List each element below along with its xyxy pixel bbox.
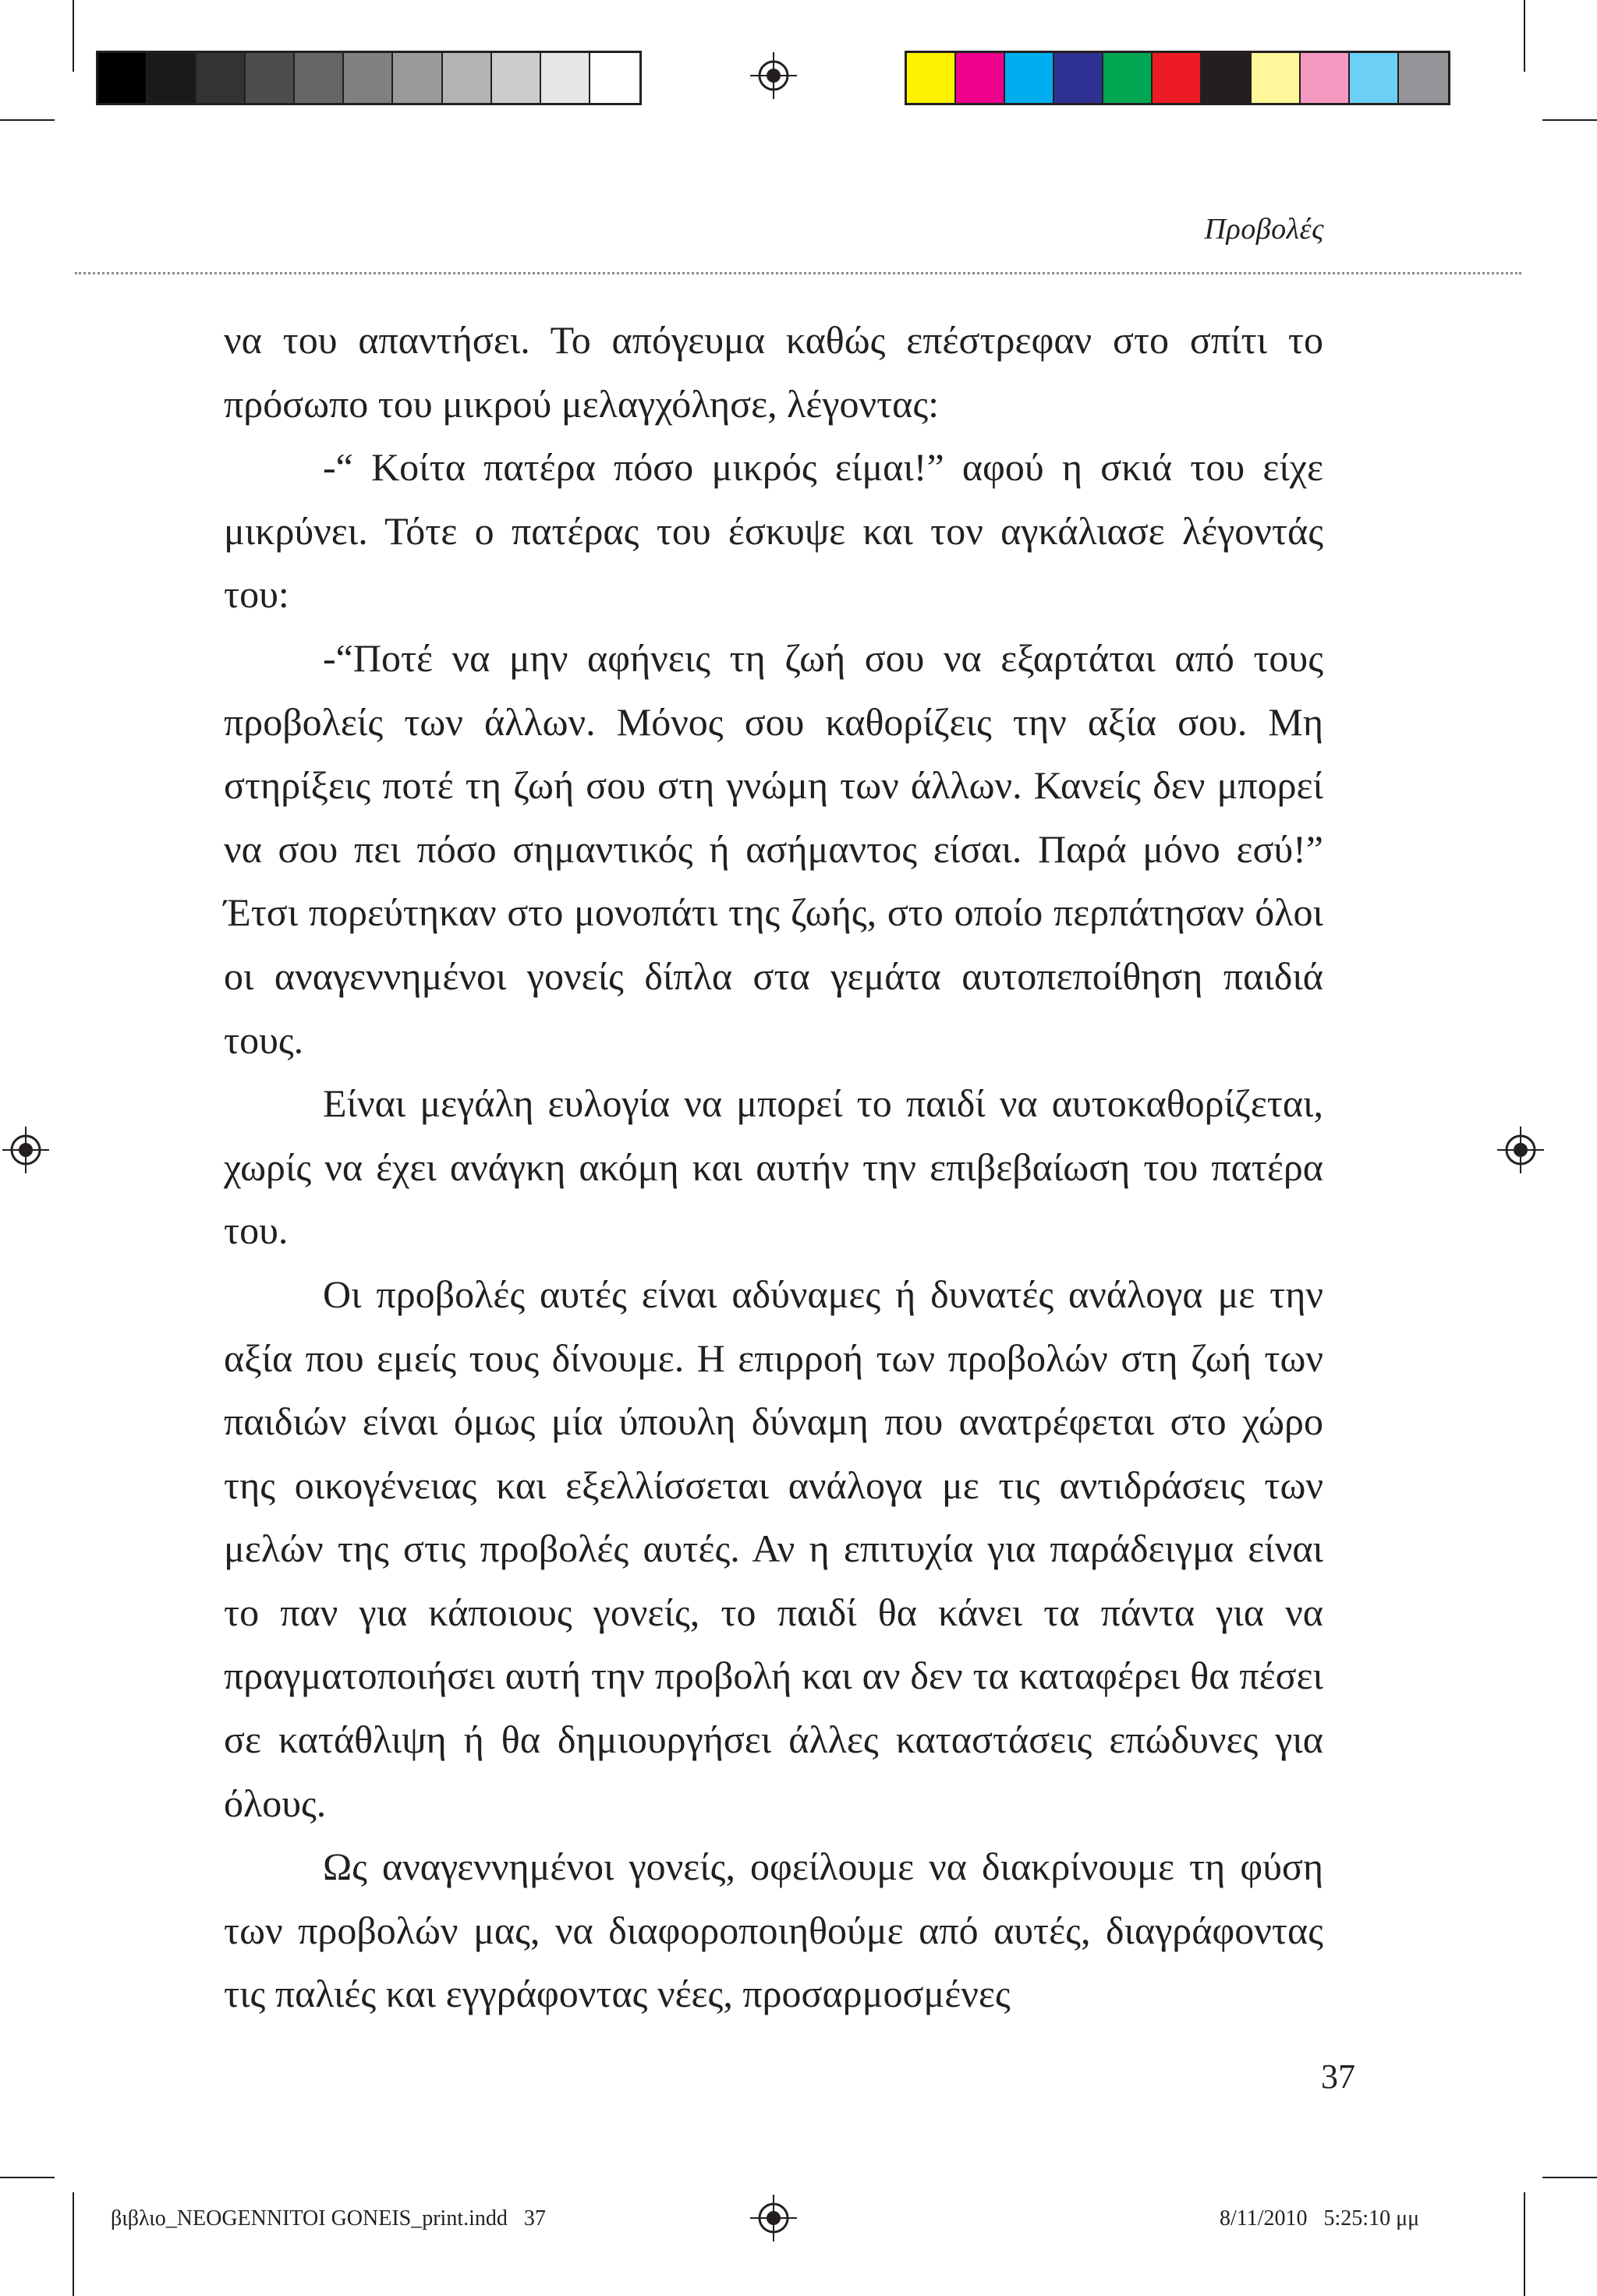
color-swatch	[1399, 53, 1448, 103]
gray-swatch	[443, 53, 492, 103]
paragraph: Είναι μεγάλη ευλογία να μπορεί το παιδί να αυτοκαθορίζεται, χωρίς να έχει ανάγκη ακόμη και αυτήν την επιβεβαίωση του πατέρα του.	[224, 1081, 1323, 1253]
color-swatch	[1350, 53, 1399, 103]
gray-swatch	[295, 53, 344, 103]
running-head: Προβολές	[1204, 213, 1324, 246]
gray-swatch	[147, 53, 197, 103]
paragraph: Ως αναγεννημένοι γονείς, οφείλουμε να διακρίνουμε τη φύση των προβολών μας, να διαφοροποιηθούμε από αυτές, διαγράφοντας τις παλιές και εγγράφοντας νέες, προσαρμοσμένες	[224, 1845, 1323, 2016]
paragraph: να του απαντήσει. Το απόγευμα καθώς επέστρεφαν στο σπίτι το πρόσωπο του μικρού μελαγχόλησε, λέγοντας:	[224, 318, 1323, 426]
gray-swatch	[492, 53, 541, 103]
gray-swatch	[246, 53, 295, 103]
gray-swatch	[98, 53, 147, 103]
crop-mark	[0, 2177, 55, 2178]
color-swatch	[1301, 53, 1350, 103]
color-swatch	[907, 53, 956, 103]
color-swatch	[1005, 53, 1054, 103]
color-swatch	[956, 53, 1005, 103]
color-swatch	[1054, 53, 1103, 103]
color-swatch	[1153, 53, 1202, 103]
page-number: 37	[1321, 2057, 1355, 2096]
gray-swatch	[197, 53, 246, 103]
crop-mark	[0, 119, 55, 121]
paragraph: Οι προβολές αυτές είναι αδύναμες ή δυνατές ανάλογα με την αξία που εμείς τους δίνουμε. Η επιρροή των προβολών στη ζωή των παιδιών είναι όμως μία ύπουλη δύναμη που ανατρέφεται στο χώρο της οικογένειας και εξελλίσσεται ανάλογα με τις αντιδράσεις των μελών της στις προβολές αυτές. Αν η επιτυχία για παράδειγμα είναι το παν για κάποιους γονείς, το παιδί θα κάνει τα πάντα για να πραγματοποιήσει αυτή την προβολή και αν δεν τα καταφέρει θα πέσει σε κατάθλιψη ή θα δημιουργήσει άλλες καταστάσεις επώδυνες για όλους.	[224, 1272, 1323, 1825]
registration-mark-icon	[1497, 1127, 1544, 1173]
color-swatch	[1202, 53, 1251, 103]
grayscale-calibration-bar	[96, 51, 642, 105]
slug-timestamp: 8/11/2010 5:25:10 μμ	[1220, 2206, 1420, 2231]
color-swatch	[1252, 53, 1301, 103]
body-text	[224, 309, 1323, 2026]
color-swatch	[1103, 53, 1153, 103]
slug-filename: βιβλιο_NEOGENNITOI GONEIS_print.indd 37	[111, 2206, 546, 2231]
gray-swatch	[541, 53, 590, 103]
crop-mark	[73, 0, 74, 72]
paragraph: -“ Κοίτα πατέρα πόσο μικρός είμαι!” αφού η σκιά του είχε μικρύνει. Τότε ο πατέρας του έσκυψε και τον αγκάλιασε λέγοντάς του:	[224, 445, 1323, 617]
registration-mark-icon	[750, 2195, 797, 2241]
crop-mark	[1524, 2192, 1525, 2296]
gray-swatch	[393, 53, 442, 103]
registration-mark-icon	[750, 52, 797, 99]
crop-mark	[1524, 0, 1525, 72]
paragraph: -“Ποτέ να μην αφήνεις τη ζωή σου να εξαρτάται από τους προβολείς των άλλων. Μόνος σου καθορίζεις την αξία σου. Μη στηρίξεις ποτέ τη ζωή σου στη γνώμη των άλλων. Κανείς δεν μπορεί να σου πει πόσο σημαντικός ή ασήμαντος είσαι. Παρά μόνο εσύ!” Έτσι πορεύτηκαν στο μονοπάτι της ζωής, στο οποίο περπάτησαν όλοι οι αναγεννημένοι γονείς δίπλα στα γεμάτα αυτοπεποίθηση παιδιά τους.	[224, 635, 1323, 1062]
color-calibration-bar	[905, 51, 1450, 105]
crop-mark	[1542, 119, 1597, 121]
registration-mark-icon	[2, 1127, 49, 1173]
crop-mark	[73, 2192, 74, 2296]
header-divider	[75, 272, 1521, 274]
crop-mark	[1542, 2177, 1597, 2178]
gray-swatch	[344, 53, 393, 103]
gray-swatch	[590, 53, 639, 103]
